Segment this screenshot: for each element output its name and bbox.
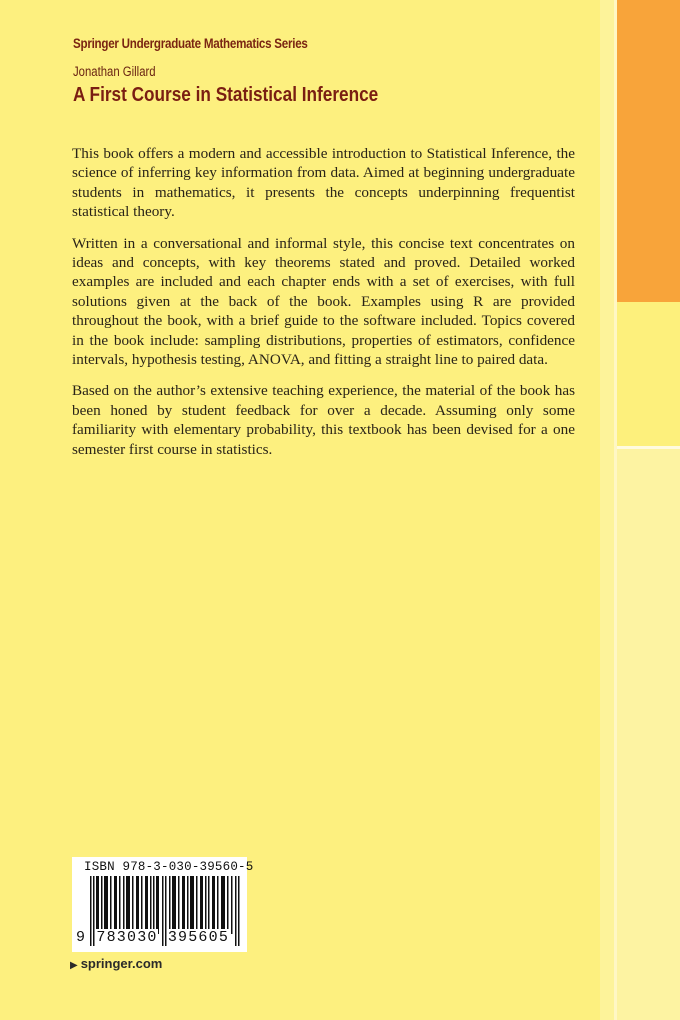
springer-link-label: springer.com bbox=[80, 956, 163, 971]
barcode-left-digits: 783030 bbox=[96, 929, 158, 946]
barcode-digits bbox=[76, 929, 229, 946]
color-strip-pale bbox=[617, 449, 680, 1020]
author-name: Jonathan Gillard bbox=[73, 64, 156, 79]
spine-edge-band bbox=[600, 0, 614, 1020]
color-strip-yellow bbox=[617, 302, 680, 446]
color-strip-orange bbox=[617, 0, 680, 303]
isbn-barcode-box bbox=[72, 857, 254, 952]
springer-link[interactable] bbox=[70, 956, 162, 971]
arrow-right-icon: ▶ bbox=[70, 960, 78, 971]
blurb bbox=[72, 144, 575, 471]
series-name: Springer Undergraduate Mathematics Series bbox=[73, 36, 308, 51]
book-title: A First Course in Statistical Inference bbox=[73, 84, 379, 106]
barcode-lead-digit: 9 bbox=[76, 929, 87, 946]
blurb-paragraph: Written in a conversational and informal style, this concise text concentrates on ideas and concepts, with key theorems stated and proved. Detailed worked examples are included and each chapter ends with a set of exercises, with full solutions given at the back of the book. Examples using R are provided throughout the book, with a brief guide to the software included. Topics covered in the book include: sampling distributions, properties of estimators, confidence intervals, hypothesis testing, ANOVA, and fitting a straight line to paired data. bbox=[72, 234, 575, 369]
isbn-label: ISBN 978-3-030-39560-5 bbox=[84, 860, 254, 874]
blurb-paragraph: Based on the author’s extensive teaching experience, the material of the book has been honed by student feedback for over a decade. Assuming only some familiarity with elementary probability, this textbook has been devised for a one semester first course in statistics. bbox=[72, 382, 575, 458]
barcode-right-digits: 395605 bbox=[167, 929, 230, 946]
blurb-paragraph: This book offers a modern and accessible introduction to Statistical Inference, the science of inferring key information from data. Aimed at beginning undergraduate students in mathematics, it presents the concepts underpinning frequentist statistical theory. bbox=[72, 145, 575, 221]
